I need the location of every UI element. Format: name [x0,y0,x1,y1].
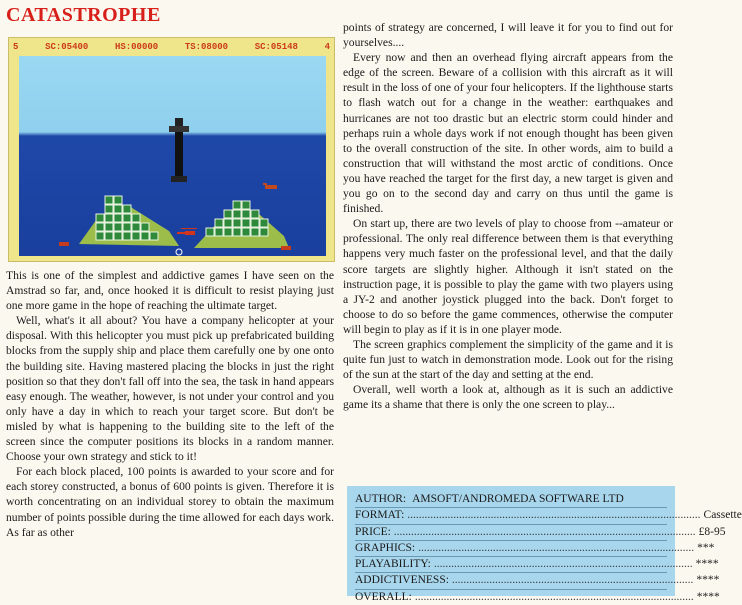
paragraph: On start up, there are two levels of play to choose from --amateur or professional. The only real difference between them is that everything happens very much faster on the professional level, and that the daily score targets are slightly higher. Although it isn't stated on the instruction page, it is possible to play the game with two players using a JY-2 and another joystick plugged into the back. Don't forget to choose to do so before the game commences, otherwise the computer will begin to play as if it is in one player mode. [343,217,673,336]
rating-value: AMSOFT/ANDROMEDA SOFTWARE LTD [412,493,624,505]
rating-dots: ................................................................................................ [418,541,695,554]
paragraph: Well, what's it all about? You have a company helicopter at your disposal. With this helicopter you must pick up prefabricated building blocks from the supply ship and place them carefully one by one onto the building site. Having mastered placing the blocks in just the right position so that they don't fall off into the sea, the task in hand appears easy enough. The weather, however, is not under your control and you only have a day in which to reach your target score. But don't be misled by what is happening to the building site to the left of the screen since the computer positions its blocks in a random manner. Choose your own strategy and stick to it! [6,314,334,464]
rating-value: £8-95 [698,525,726,538]
rating-row-author [355,492,667,507]
left-building-site [79,196,179,246]
right-column [343,20,673,412]
rating-row-overall [355,589,720,605]
rating-label: OVERALL: [355,590,412,603]
hud-lives-left: 5 [13,42,19,52]
rating-row-addictiveness [355,572,720,588]
helicopter-icon [177,228,197,235]
rating-value: *** [697,541,715,554]
hud-score: SC:05400 [45,42,89,52]
left-column [6,268,334,540]
rating-label: PLAYABILITY: [355,558,431,571]
paragraph: This is one of the simplest and addictive games I have seen on the Amstrad so far, and, once hooked it is difficult to resist playing just one more game in the hope of reaching the ultimate target. [6,269,334,313]
rating-value: **** [696,574,720,587]
game-scene [19,56,326,256]
rating-dots: ................................................................................................. [414,590,694,603]
rating-value: Cassette [703,509,742,522]
hud-high-score: HS:00000 [114,42,159,52]
game-scene-graphic [19,56,326,256]
paragraph: points of strategy are concerned, I will leave it for you to find out for yourselves.... [343,21,673,50]
rating-label: ADDICTIVENESS: [355,574,449,587]
rating-label: AUTHOR: [355,493,407,505]
rating-label: FORMAT: [355,509,405,522]
hud-cpu-score: SC:05148 [254,42,298,52]
rating-row-playability [355,556,719,572]
hud-target-score: TS:08000 [184,42,229,52]
lighthouse-icon [169,118,189,182]
rating-dots: .......................................................................................... [433,558,693,571]
rating-dots: .................................................................................... [451,574,694,587]
hud-lives-right: 4 [324,42,330,52]
rating-box [347,486,742,603]
rating-label: GRAPHICS: [355,541,416,554]
review-title: CATASTROPHE [6,4,161,26]
aircraft-icon [263,183,277,189]
marker-icon [176,249,182,255]
rating-dots: ...................................................................................................... [407,509,701,522]
rating-dots: ......................................................................................................... [393,525,696,538]
game-screenshot [8,37,335,262]
paragraph: Overall, well worth a look at, although as it is such an addictive game its a shame that there is only the one screen to play... [343,383,673,412]
boat-icon [59,242,69,246]
rating-value: **** [695,558,719,571]
right-building-site [194,201,289,248]
rating-row-price [355,524,726,540]
game-hud [9,42,334,52]
rating-value: **** [696,590,720,603]
boat-icon-2 [281,246,291,250]
paragraph: For each block placed, 100 points is awarded to your score and for each storey constructed, a bonus of 600 points is given. Therefore it is worth concentrating on an individual storey to obtain the maximum number of points possible during the time allowed for each days work. As far as other [6,465,334,539]
rating-label: PRICE: [355,525,391,538]
paragraph: The screen graphics complement the simplicity of the game and it is quite fun just to watch in demonstration mode. Look out for the rising of the sun at the start of the day and setting at the end. [343,337,673,382]
rating-row-format [355,507,742,523]
rating-row-graphics [355,540,715,556]
paragraph: Every now and then an overhead flying aircraft appears from the edge of the screen. Beware of a collision with this aircraft as it will result in the loss of one of your four helicopters. If the lighthouse starts to flash watch out for a change in the weather: earthquakes and hurricanes are not too drastic but an electric storm could hinder and perhaps ruin a whole days work if not enough thought has been given to the overall construction of the site. In other words, aim to build a construction that will withstand the most arctic of conditions. Once you have reached the target for the first day, a new target is given and you go on to the second day and carry on thus until the game is finished. [343,51,673,216]
